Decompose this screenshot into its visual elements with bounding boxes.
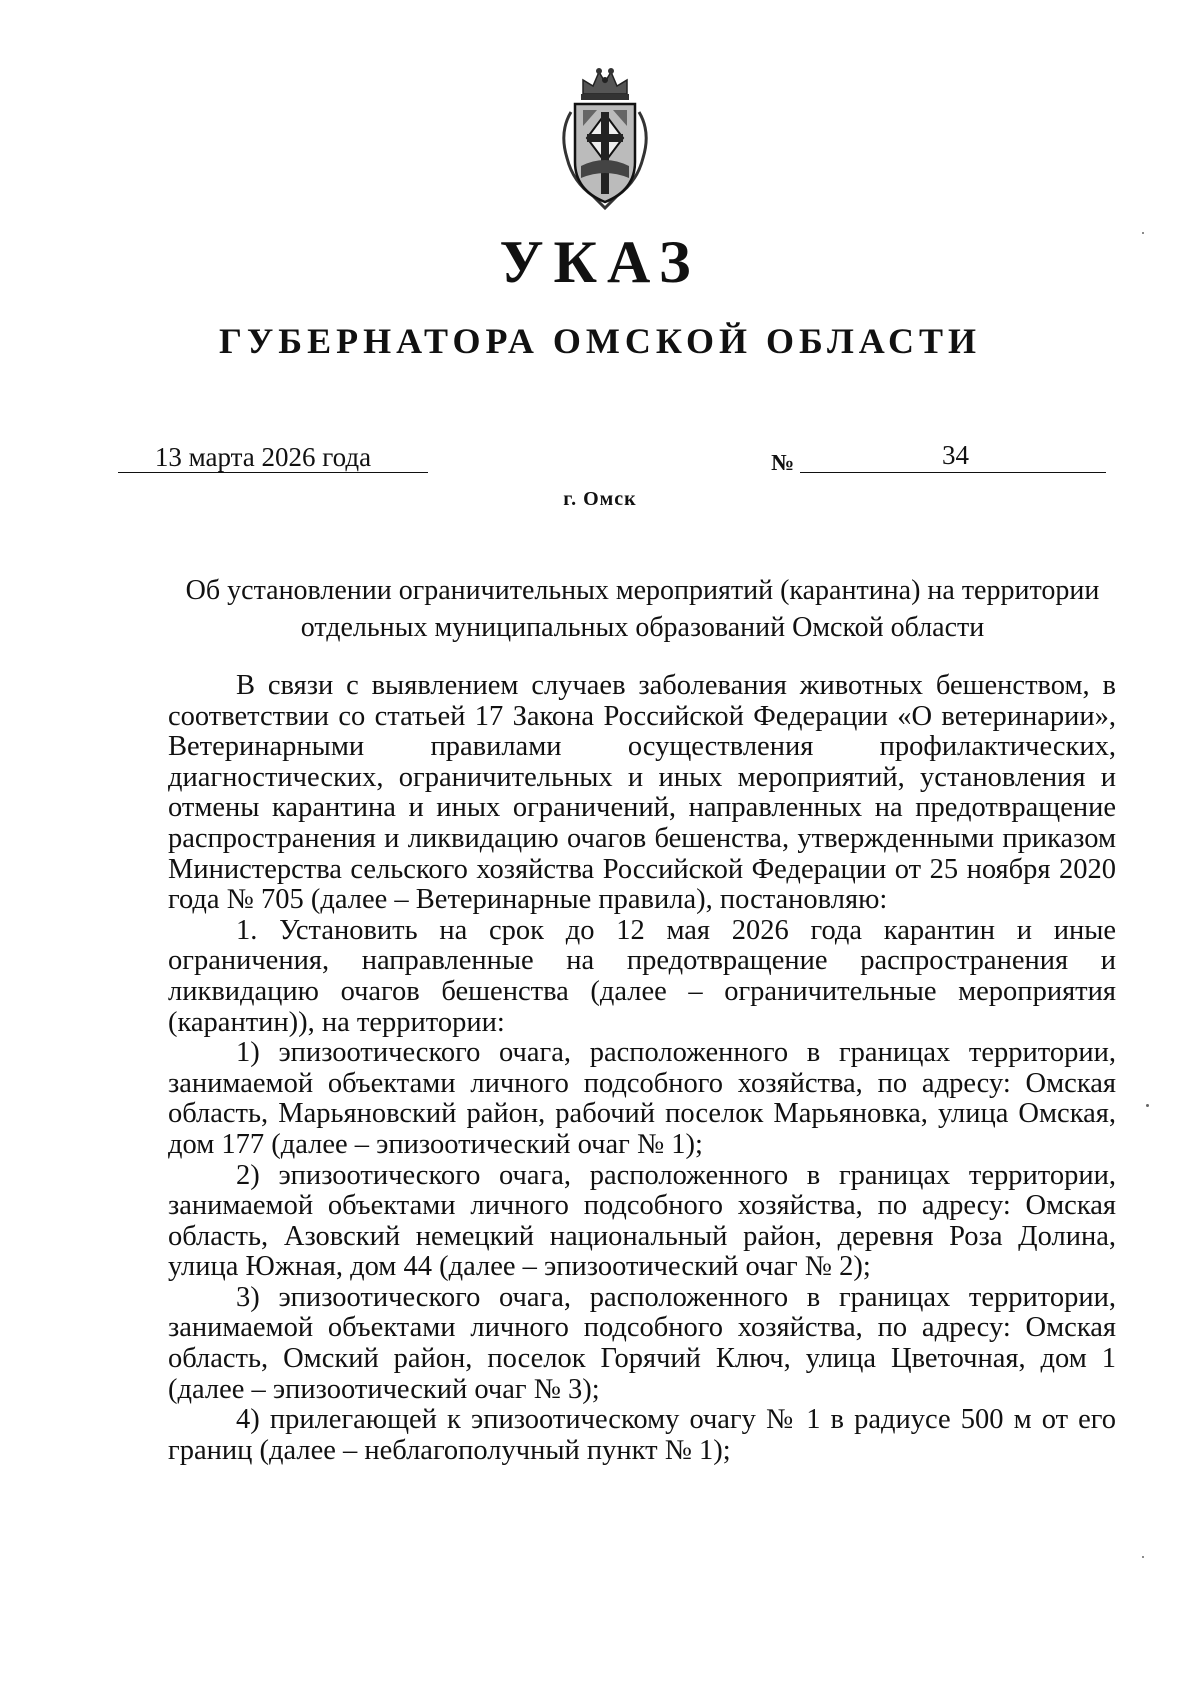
date-field	[118, 442, 428, 473]
subitem-1-paragraph: 1) эпизоотического очага, расположенного в границах территории, занимаемой объектами личного подсобного хозяйства, по адресу: Омская область, Марьяновский район, рабочий поселок Марьяновка, улица Омская, дом 177 (далее – эпизоотический очаг № 1);	[168, 1037, 1116, 1160]
document-subtitle: ГУБЕРНАТОРА ОМСКОЙ ОБЛАСТИ	[218, 321, 982, 361]
preamble-paragraph: В связи с выявлением случаев заболевания животных бешенством, в соответствии со статьей 17 Закона Российской Федерации «О ветеринарии», Ветеринарными правилами осуществления профилактических, диагностических, ограничительных и иных мероприятий, установления и отмены карантина и иных ограничений, направленных на предотвращение распространения и ликвидацию очагов бешенства, утвержденными приказом Министерства сельского хозяйства Российской Федерации от 25 ноября 2020 года № 705 (далее – Ветеринарные правила), постановляю:	[168, 670, 1116, 916]
date-value: 13 марта 2026 года	[154, 442, 372, 472]
document-heading	[170, 572, 1115, 646]
subitem-2-paragraph: 2) эпизоотического очага, расположенного в границах территории, занимаемой объектами личного подсобного хозяйства, по адресу: Омская область, Азовский немецкий национальный район, деревня Роза Долина, улица Южная, дом 44 (далее – эпизоотический очаг № 2);	[168, 1159, 1116, 1283]
subitem-3-paragraph: 3) эпизоотического очага, расположенного в границах территории, занимаемой объектами личного подсобного хозяйства, по адресу: Омская область, Омский район, поселок Горячий Ключ, улица Цветочная, дом 1 (далее – эпизоотический очаг № 3);	[168, 1281, 1116, 1405]
scan-speck	[1142, 232, 1144, 234]
document-title: УКАЗ	[499, 229, 701, 295]
number-field	[800, 442, 1106, 473]
subitem-4-paragraph: 4) прилегающей к эпизоотическому очагу № 1 в радиусе 500 м от его границ (далее – неблагополучный пункт № 1);	[168, 1404, 1116, 1466]
number-value: 34	[942, 440, 969, 470]
document-body	[168, 671, 1116, 1466]
heading-line-1: Об установлении ограничительных мероприятий (карантина) на территории	[185, 575, 1100, 606]
number-sign: №	[771, 450, 795, 475]
coat-of-arms-emblem	[553, 62, 657, 212]
scan-speck	[1142, 1556, 1144, 1558]
item-1-paragraph: 1. Установить на срок до 12 мая 2026 года карантин и иные ограничения, направленные на предотвращение распространения и ликвидацию очагов бешенства (далее – ограничительные мероприятия (карантин)), на территории:	[168, 914, 1116, 1038]
heading-line-2: отдельных муниципальных образований Омской области	[300, 612, 985, 643]
scan-speck	[1146, 1104, 1149, 1107]
city-label: г. Омск	[563, 488, 637, 510]
